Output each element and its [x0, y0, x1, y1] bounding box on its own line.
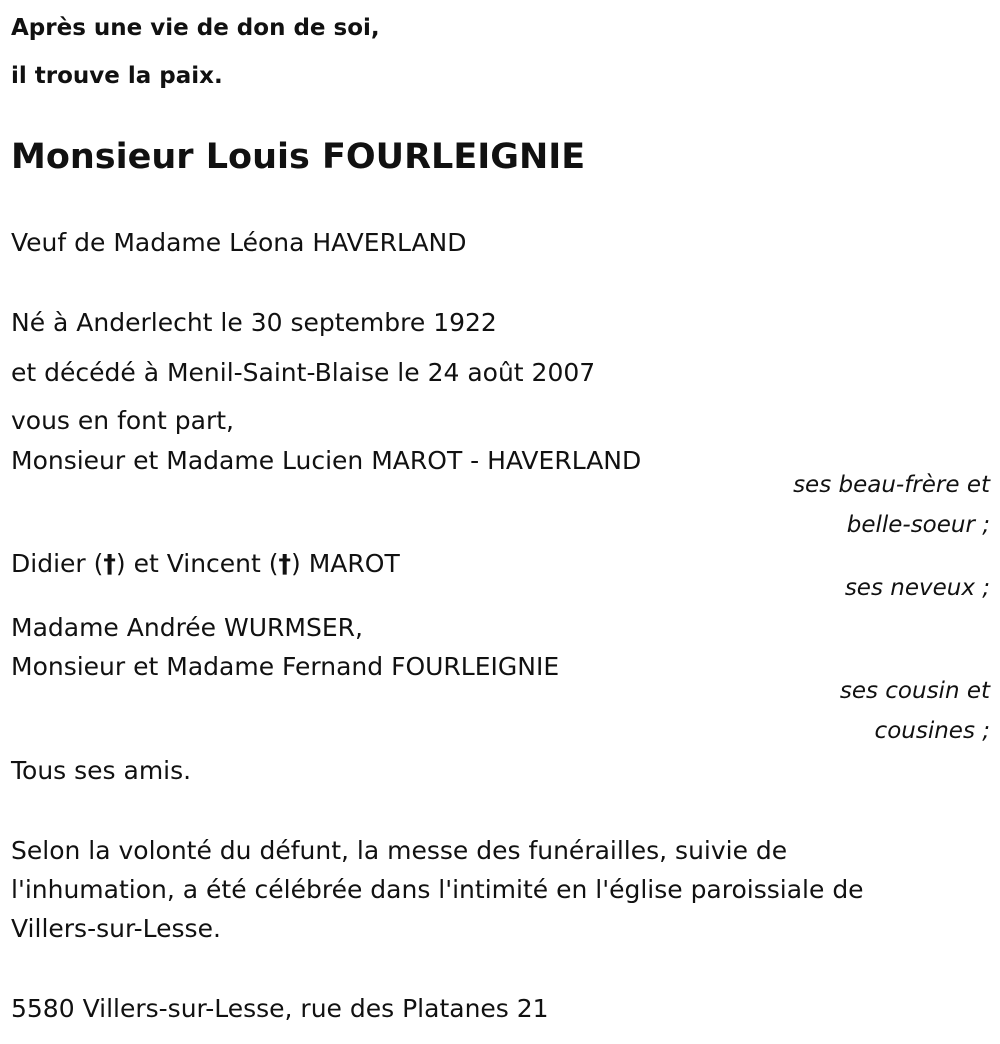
epigraph-line-2: il trouve la paix. [11, 63, 223, 89]
funeral-line-2: l'inhumation, a été célébrée dans l'intimité en l'église paroissiale de [11, 875, 864, 904]
funeral-line-1: Selon la volonté du défunt, la messe des funérailles, suivie de [11, 836, 788, 865]
epigraph-line-1: Après une vie de don de soi, [11, 15, 380, 41]
funeral-line-3: Villers-sur-Lesse. [11, 914, 221, 943]
family-group-3-relation-line-2: cousines ; [874, 718, 990, 744]
family-group-2-part-3: ) MAROT [291, 549, 400, 578]
family-group-3-line-2: Monsieur et Madame Fernand FOURLEIGNIE [11, 652, 560, 681]
death-line: et décédé à Menil-Saint-Blaise le 24 août 2007 [11, 358, 596, 387]
address-line: 5580 Villers-sur-Lesse, rue des Platanes 21 [11, 994, 549, 1023]
family-group-1-relation-line-2: belle-soeur ; [846, 512, 990, 538]
family-group-2-relation: ses neveux ; [844, 575, 990, 601]
family-group-3-line-1: Madame Andrée WURMSER, [11, 613, 363, 642]
family-group-2 [11, 549, 400, 579]
birth-line: Né à Anderlecht le 30 septembre 1922 [11, 308, 497, 337]
family-group-2-part-1: Didier ( [11, 549, 104, 578]
family-group-2-part-2: ) et Vincent ( [115, 549, 279, 578]
family-group-1-relation-line-1: ses beau-frère et [793, 472, 990, 498]
widower-line: Veuf de Madame Léona HAVERLAND [11, 228, 467, 257]
family-group-3-relation-line-1: ses cousin et [839, 678, 990, 704]
cross-icon: † [103, 549, 116, 578]
deceased-name: Monsieur Louis FOURLEIGNIE [11, 137, 586, 177]
announce-line: vous en font part, [11, 406, 234, 435]
family-group-1: Monsieur et Madame Lucien MAROT - HAVERLAND [11, 446, 642, 475]
friends-line: Tous ses amis. [11, 756, 192, 785]
cross-icon: † [278, 549, 292, 578]
